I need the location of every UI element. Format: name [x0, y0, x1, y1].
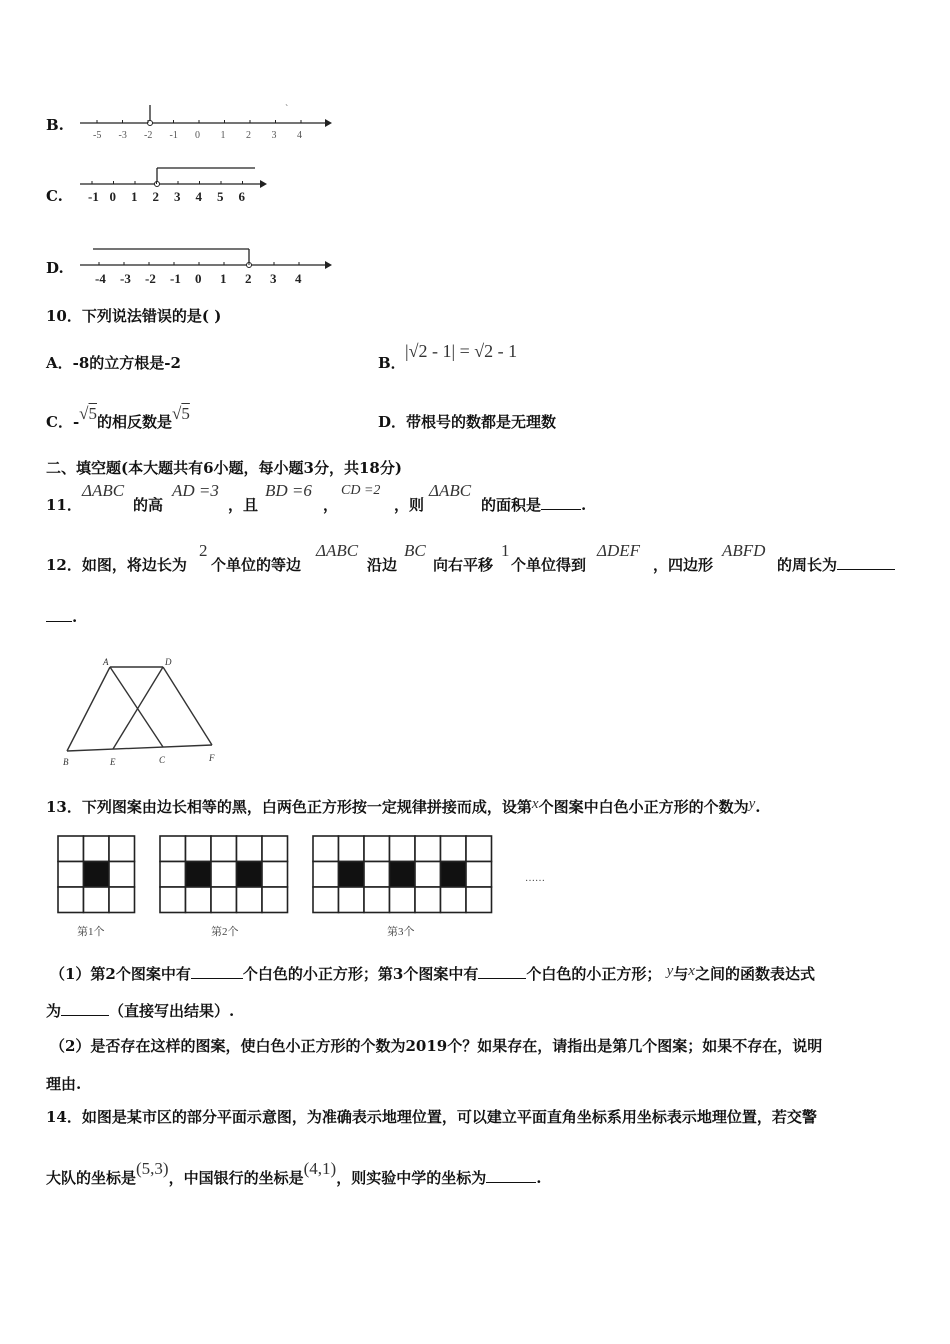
q13-stem-c: .: [755, 798, 761, 816]
q12-t5: ，四边形: [653, 556, 714, 574]
number-line-b-tick-label: 4: [297, 130, 302, 141]
q10-option-d: D．带根号的数都是无理数: [378, 413, 557, 431]
q12-def: ΔDEF: [597, 541, 641, 560]
white-square: [186, 836, 212, 862]
number-line-d-tick-label: -2: [145, 271, 156, 286]
white-square: [211, 862, 237, 888]
q13-part2: （2）是否存在这样的图案，使白色小正方形的个数为2019个？如果存在，请指出是第几个图案；如果不存在，说明: [50, 1037, 823, 1055]
white-square: [109, 862, 135, 888]
q12-t6-text: 的周长为: [777, 556, 838, 574]
q11-t3: ，: [323, 496, 339, 514]
q13-part1-line2: [46, 1000, 234, 1021]
white-square: [262, 887, 288, 913]
q14-c: ，则实验中学的坐标为: [336, 1169, 487, 1187]
number-line-d-tick-label: 3: [270, 271, 277, 286]
q13-p1-e: 之间的函数表达式: [694, 965, 815, 983]
white-square: [58, 862, 84, 888]
q13-p1-g: （直接写出结果）.: [109, 1002, 235, 1020]
q10-c-radicand2: 5: [181, 404, 190, 423]
white-square: [415, 836, 441, 862]
q11-t1: 的高: [133, 496, 164, 514]
q12-num: 12．如图，将边长为: [46, 556, 187, 574]
white-square: [339, 887, 365, 913]
number-line-d-tick-label: -1: [170, 271, 181, 286]
number-line-b-tick-label: -5: [93, 130, 102, 141]
number-line-b-tick-label: 0: [195, 130, 200, 141]
q10-c-radicand1: 5: [88, 404, 98, 423]
q12-t3: 向右平移: [433, 556, 494, 574]
white-square: [441, 887, 467, 913]
number-line-b-tick-label: -3: [118, 130, 127, 141]
number-line-c: [75, 162, 275, 207]
q11-end: .: [581, 496, 587, 514]
q13-caption-3: 第3个: [387, 926, 415, 938]
q12-t2: 沿边: [367, 556, 398, 574]
number-line-d-tick-label: 0: [195, 271, 202, 286]
white-square: [466, 836, 492, 862]
number-line-b-tick-label: 2: [246, 130, 251, 141]
q11-bd: BD =6: [265, 481, 312, 500]
q12-figure: [55, 655, 230, 770]
q13-patterns: [55, 833, 565, 943]
q13-part1: [50, 963, 815, 984]
white-square: [441, 836, 467, 862]
q14-b: ，中国银行的坐标是: [168, 1169, 304, 1187]
white-square: [339, 836, 365, 862]
q12-label-a: A: [103, 657, 109, 667]
q11-cd: CD =2: [341, 483, 381, 498]
number-line-c-tick-label: 5: [217, 189, 224, 204]
q14-line1: 14．如图是某市区的部分平面示意图，为准确表示地理位置，可以建立平面直角坐标系用坐标表示地理位置，若交警: [46, 1108, 817, 1126]
white-square: [109, 887, 135, 913]
q12-label-e: E: [110, 757, 116, 767]
black-square: [84, 862, 110, 888]
q13-p1-y: y: [666, 963, 674, 979]
q11-t5: [481, 494, 586, 515]
q10-option-b-label: B．: [378, 354, 406, 372]
white-square: [237, 836, 263, 862]
q11-t2: ，且: [228, 496, 259, 514]
white-square: [160, 887, 186, 913]
q14-coord1: (5,3): [136, 1159, 169, 1178]
option-d-label: D.: [46, 259, 64, 277]
q10-option-a: A．-8的立方根是-2: [46, 354, 181, 372]
number-line-d-tick-label: 2: [245, 271, 252, 286]
q10-c-sqrt1: √5: [79, 404, 98, 423]
number-line-c-tick-label: 4: [195, 189, 202, 204]
white-square: [390, 887, 416, 913]
q14-a: 大队的坐标是: [46, 1169, 137, 1187]
number-line-c-tick-label: -1: [88, 189, 99, 204]
q14-coord2: (4,1): [303, 1159, 337, 1178]
black-square: [237, 862, 263, 888]
white-square: [186, 887, 212, 913]
number-line-b: [75, 100, 335, 145]
q10-option-b-expr: |√2 - 1| = √2 - 1: [405, 341, 518, 361]
white-square: [313, 887, 339, 913]
q12-t4: 个单位得到: [511, 556, 587, 574]
section-heading: 二、填空题(本大题共有6小题，每小题3分，共18分): [46, 459, 402, 477]
q11-t4: ，则: [394, 496, 425, 514]
q13-stem: [46, 796, 760, 817]
black-square: [441, 862, 467, 888]
q12-answer-blank[interactable]: [837, 555, 895, 570]
white-square: [313, 862, 339, 888]
white-square: [262, 862, 288, 888]
q12-tri: ΔABC: [316, 541, 359, 560]
white-square: [415, 887, 441, 913]
q12-label-c: C: [159, 755, 166, 765]
white-square: [415, 862, 441, 888]
black-square: [339, 862, 365, 888]
q13-stem-a: 13．下列图案由边长相等的黑，白两色正方形按一定规律拼接而成，设第: [46, 798, 532, 816]
q14-line2: [46, 1159, 542, 1188]
q12-abfd: ABFD: [722, 541, 766, 560]
option-c-label: C.: [46, 187, 63, 205]
q13-p1-d: 与: [673, 965, 689, 983]
q12-two: 2: [199, 541, 208, 560]
number-line-b-tick-label: -2: [144, 130, 153, 141]
white-square: [364, 836, 390, 862]
q13-p1-b: 个白色的小正方形；第3个图案中有: [242, 965, 479, 983]
q11-ad: AD =3: [172, 481, 219, 500]
number-line-c-tick-label: 2: [152, 189, 159, 204]
number-line-c-tick-label: 3: [174, 189, 181, 204]
q13-stem-b: 个图案中白色小正方形的个数为: [538, 798, 749, 816]
white-square: [211, 836, 237, 862]
q13-p1-x: x: [688, 963, 695, 979]
white-square: [466, 887, 492, 913]
q11-tri: ΔABC: [82, 481, 125, 500]
white-square: [58, 836, 84, 862]
q10-option-c: [46, 404, 190, 432]
white-square: [237, 887, 263, 913]
number-line-d-tick-label: 4: [295, 271, 302, 286]
q12-t6: [777, 554, 895, 575]
white-square: [84, 887, 110, 913]
white-square: [364, 887, 390, 913]
q11-num: 11．: [46, 496, 82, 514]
q13-blank-expr[interactable]: [61, 1001, 109, 1016]
q11-answer-blank[interactable]: [541, 495, 581, 510]
q12-t1: 个单位的等边: [211, 556, 302, 574]
number-line-d-tick-label: 1: [220, 271, 227, 286]
option-b-label: B.: [46, 116, 64, 134]
q11-tri2: ΔABC: [429, 481, 472, 500]
q12-label-d: D: [165, 657, 172, 667]
q12-line2: [46, 607, 77, 626]
number-line-d-tick-label: -3: [120, 271, 131, 286]
white-square: [211, 887, 237, 913]
q12-one: 1: [501, 541, 510, 560]
white-square: [160, 862, 186, 888]
q13-caption-1: 第1个: [77, 926, 105, 938]
q13-blank-3rd[interactable]: [478, 964, 526, 979]
q14-answer-blank[interactable]: [486, 1168, 536, 1183]
white-square: [262, 836, 288, 862]
number-line-c-tick-label: 1: [131, 189, 138, 204]
q11-t5-text: 的面积是: [481, 496, 542, 514]
q12-end: .: [72, 608, 78, 626]
svg-text:`: `: [285, 104, 289, 115]
white-square: [109, 836, 135, 862]
number-line-b-tick-label: 1: [220, 130, 226, 141]
white-square: [84, 836, 110, 862]
q13-ellipsis: ……: [525, 873, 545, 884]
q12-bc: BC: [404, 541, 426, 560]
number-line-d-tick-label: -4: [95, 271, 106, 286]
q13-p1-f: 为: [46, 1002, 62, 1020]
q10-stem: 10．下列说法错误的是( ): [46, 307, 222, 325]
number-line-c-tick-label: 0: [109, 189, 116, 204]
black-square: [186, 862, 212, 888]
black-square: [390, 862, 416, 888]
number-line-d: [75, 240, 335, 288]
white-square: [160, 836, 186, 862]
q13-var-y: y: [748, 796, 756, 812]
number-line-b-tick-label: -1: [169, 130, 178, 141]
white-square: [364, 862, 390, 888]
q14-end: .: [536, 1169, 542, 1187]
q13-p1-c: 个白色的小正方形；: [526, 965, 662, 983]
q10-c-prefix: C．-: [46, 413, 80, 431]
white-square: [390, 836, 416, 862]
q12-label-b: B: [63, 757, 69, 767]
q12-answer-blank-cont[interactable]: [46, 607, 72, 622]
q13-p1-a: （1）第2个图案中有: [50, 965, 191, 983]
q12-label-f: F: [209, 753, 215, 763]
number-line-b-tick-label: 3: [271, 130, 277, 141]
q10-c-sqrt2: √5: [172, 404, 190, 423]
white-square: [58, 887, 84, 913]
q13-var-x: x: [531, 796, 539, 812]
number-line-c-tick-label: 6: [238, 189, 245, 204]
white-square: [466, 862, 492, 888]
q13-caption-2: 第2个: [211, 926, 239, 938]
q13-blank-2nd[interactable]: [191, 964, 243, 979]
white-square: [313, 836, 339, 862]
q13-part2-line2: 理由.: [46, 1075, 82, 1093]
q10-c-mid: 的相反数是: [97, 413, 173, 431]
